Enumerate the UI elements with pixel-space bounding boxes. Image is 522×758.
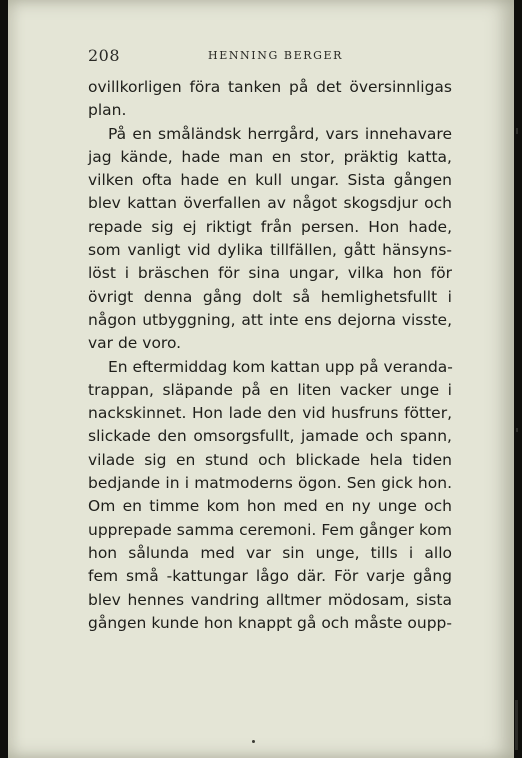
text-line: trappan, släpande på en liten vacker unge i	[88, 380, 452, 399]
text-line: bedjande in i matmoderns ögon. Sen gick hon.	[88, 474, 452, 493]
body-text	[88, 76, 452, 635]
text-line: var de voro.	[88, 334, 182, 353]
text-line: plan.	[88, 101, 127, 120]
edge-mark	[516, 428, 518, 432]
paragraph-start-line: På en småländsk herrgård, vars innehavare	[108, 124, 452, 143]
book-page	[8, 0, 514, 758]
text-line: upprepade samma ceremoni. Fem gånger kom	[88, 520, 452, 539]
page-number: 208	[88, 46, 121, 65]
text-line: nackskinnet. Hon lade den vid husfruns fötter,	[88, 404, 452, 423]
edge-mark	[515, 700, 518, 750]
edge-mark	[516, 128, 518, 134]
text-line: blev hennes vandring alltmer mödosam, sista	[88, 590, 452, 609]
text-line: hon sålunda med var sin unge, tills i allo	[88, 543, 452, 562]
text-line: slickade den omsorgsfullt, jamade och spann,	[88, 427, 452, 446]
text-line: ovillkorligen föra tanken på det översinnligas	[88, 78, 452, 96]
text-line: löst i bräschen för sina ungar, vilka hon för	[88, 264, 452, 283]
text-line: jag kände, hade man en stor, präktig katta,	[88, 147, 452, 166]
text-line: vilade sig en stund och blickade hela tiden	[88, 450, 452, 469]
text-line: blev kattan överfallen av något skogsdjur och	[88, 194, 452, 213]
paragraph-start-line: En eftermiddag kom kattan upp på veranda-	[108, 357, 453, 376]
text-line: repade sig ej riktigt från persen. Hon hade,	[88, 217, 452, 236]
text-line: någon utbyggning, att inte ens dejorna visste,	[88, 310, 452, 329]
text-line: vilken ofta hade en kull ungar. Sista gången	[88, 171, 452, 190]
page-header	[8, 46, 514, 66]
text-line: som vanligt vid dylika tillfällen, gått hänsyns-	[88, 241, 452, 260]
running-head: HENNING BERGER	[208, 49, 344, 62]
text-line: fem små -kattungar lågo där. För varje gång	[88, 567, 452, 586]
page-speck	[252, 740, 255, 743]
text-line: gången kunde hon knappt gå och måste oupp-	[88, 613, 452, 632]
text-line: övrigt denna gång dolt så hemlighetsfullt i	[88, 287, 452, 306]
text-line: Om en timme kom hon med en ny unge och	[88, 497, 452, 516]
